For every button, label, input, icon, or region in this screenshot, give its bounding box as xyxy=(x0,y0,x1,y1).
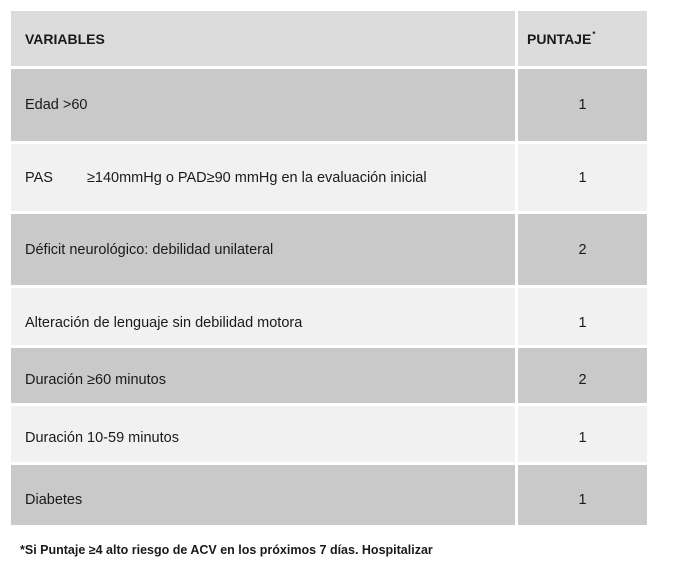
table-row xyxy=(11,348,647,406)
table-row xyxy=(11,406,647,465)
row-variable xyxy=(11,69,518,141)
header-variables xyxy=(11,11,518,66)
row-score xyxy=(518,214,647,285)
row-score xyxy=(518,144,647,211)
row-score xyxy=(518,406,647,462)
row-score-value: 1 xyxy=(578,430,587,446)
row-variable-text: Déficit neurológico: debilidad unilateral xyxy=(25,241,274,258)
row-variable-text: Diabetes xyxy=(25,492,83,508)
header-score xyxy=(518,11,647,66)
row-score-value: 1 xyxy=(578,492,587,508)
row-variable-prefix: PAS xyxy=(25,169,53,186)
table-row xyxy=(11,465,647,525)
row-score xyxy=(518,465,647,525)
row-variable-text: Alteración de lenguaje sin debilidad motora xyxy=(25,314,303,331)
table-header-row xyxy=(11,11,647,69)
header-score-label: PUNTAJE xyxy=(527,30,592,47)
row-variable-text: ≥140mmHg o PAD≥90 mmHg en la evaluación inicial xyxy=(86,169,427,186)
table-row xyxy=(11,144,647,214)
footnote: *Si Puntaje ≥4 alto riesgo de ACV en los próximos 7 días. Hospitalizar xyxy=(20,543,433,557)
row-variable-text: Duración 10-59 minutos xyxy=(25,430,179,446)
row-variable xyxy=(11,288,518,345)
table-row xyxy=(11,214,647,288)
header-score-footnote-mark: * xyxy=(592,30,596,39)
row-variable xyxy=(11,465,518,525)
row-variable xyxy=(11,144,518,211)
row-score xyxy=(518,348,647,403)
row-variable xyxy=(11,348,518,403)
row-variable-text: Edad >60 xyxy=(25,97,88,113)
row-score-value: 1 xyxy=(578,169,587,186)
row-variable-text: Duración ≥60 minutos xyxy=(25,371,166,388)
row-score-value: 1 xyxy=(578,314,587,331)
table-row xyxy=(11,288,647,348)
row-score xyxy=(518,69,647,141)
row-variable xyxy=(11,406,518,462)
table-row xyxy=(11,69,647,144)
row-variable xyxy=(11,214,518,285)
score-table xyxy=(11,11,647,525)
row-score-value: 2 xyxy=(578,241,587,258)
row-score-value: 1 xyxy=(578,97,587,113)
row-score-value: 2 xyxy=(578,371,587,388)
header-variables-label: VARIABLES xyxy=(25,30,105,47)
row-score xyxy=(518,288,647,345)
